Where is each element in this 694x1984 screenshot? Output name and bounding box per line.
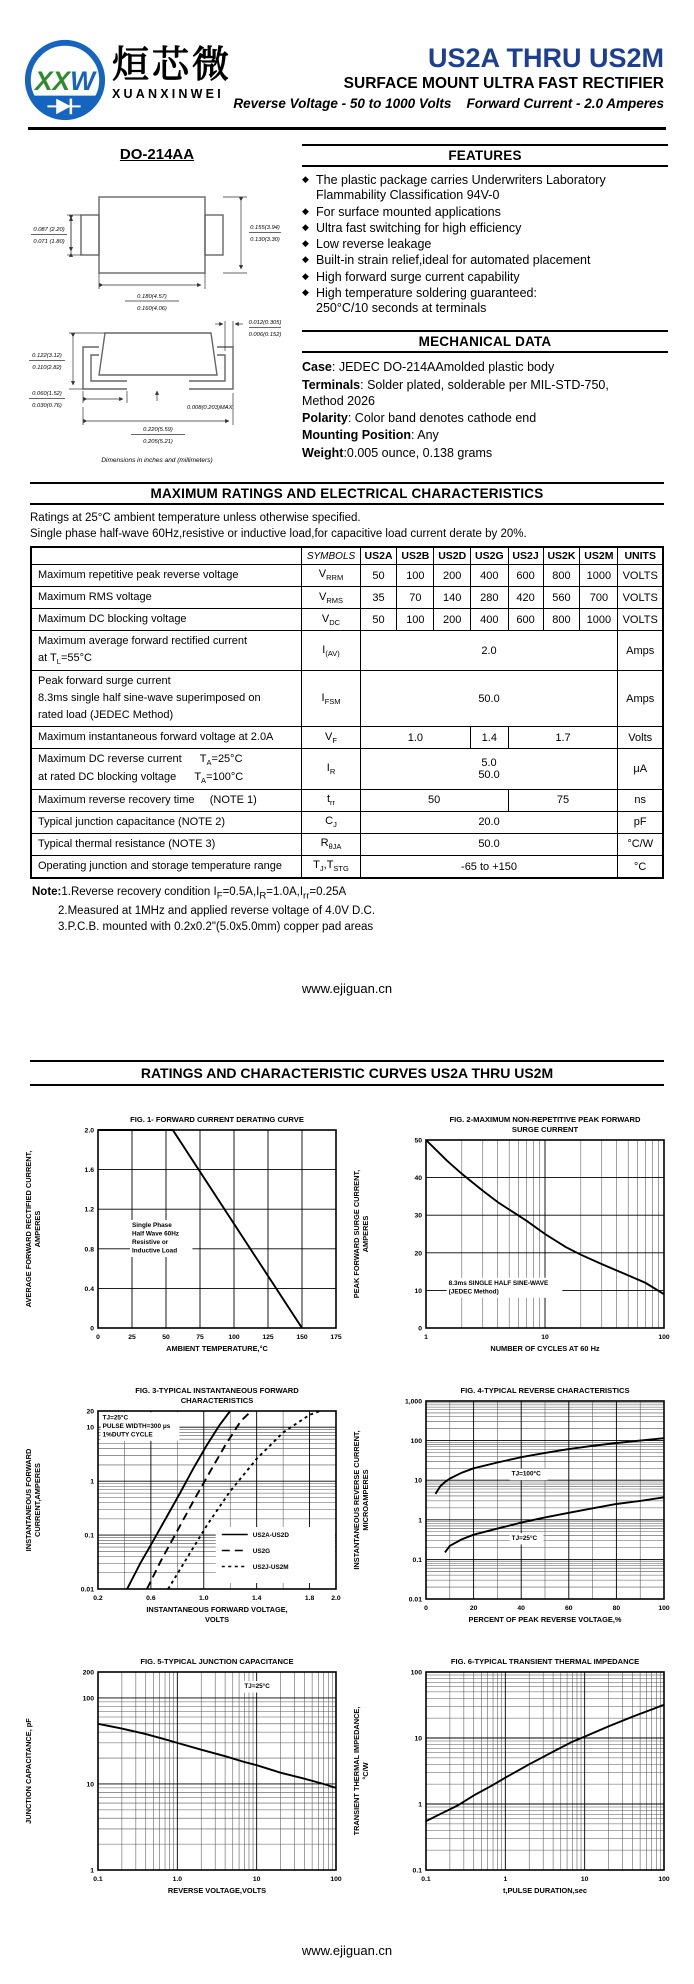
dim-foot-len-bot: 0.030(0.76): [32, 403, 62, 409]
mechanical-row: Mounting Position: Any: [302, 428, 439, 443]
feature-text: The plastic package carries Underwriters Laboratory Flammability Classification 94V-0: [316, 173, 606, 203]
svg-text:US2A-US2D: US2A-US2D: [252, 1531, 289, 1539]
svg-text:100: 100: [658, 1604, 670, 1612]
dim-overall-width-top: 0.220(5.59): [143, 427, 173, 433]
svg-text:25: 25: [128, 1333, 136, 1341]
device-column-header: US2B: [397, 547, 434, 565]
svg-text:TJ=100°C: TJ=100°C: [511, 1470, 541, 1478]
unit-cell: ns: [618, 789, 663, 811]
svg-text:10: 10: [541, 1333, 549, 1341]
svg-text:1: 1: [90, 1478, 94, 1486]
value-cell: 800: [543, 609, 580, 631]
mechanical-data: [302, 359, 668, 461]
ratings-section: [30, 482, 664, 935]
website-mid: [0, 981, 694, 996]
svg-text:0.1: 0.1: [412, 1556, 422, 1564]
svg-text:10: 10: [86, 1781, 94, 1789]
fig3-svg: [22, 1383, 344, 1627]
svg-text:VOLTS: VOLTS: [204, 1614, 230, 1624]
fig2-svg: [350, 1112, 672, 1356]
svg-text:1.6: 1.6: [84, 1167, 94, 1175]
dim-body-width-top: 0.180(4.57): [137, 294, 167, 300]
diamond-bullet-icon: ◆: [302, 205, 309, 216]
mechanical-row: Weight:0.005 ounce, 0.138 grams: [302, 445, 493, 460]
svg-text:FIG. 1- FORWARD CURRENT DERATI: FIG. 1- FORWARD CURRENT DERATING CURVE: [130, 1114, 304, 1124]
dimensions-caption: Dimensions in inches and (millimeters): [101, 457, 213, 464]
mechanical-row: Terminals: Solder plated, solderable per MIL-STD-750, Method 2026: [302, 377, 609, 408]
parameter-cell: Maximum instantaneous forward voltage at 2.0A: [31, 727, 302, 749]
svg-text:(JEDEC Method): (JEDEC Method): [448, 1288, 499, 1296]
dim-overall-width-bot: 0.205(5.21): [143, 439, 173, 445]
feature-item: [302, 205, 668, 220]
company-name-latin: XUANXINWEI: [112, 86, 224, 101]
svg-text:US2G: US2G: [252, 1547, 271, 1555]
svg-text:FIG. 6-TYPICAL TRANSIENT THERM: FIG. 6-TYPICAL TRANSIENT THERMAL IMPEDANCE: [450, 1656, 640, 1666]
diamond-bullet-icon: ◆: [302, 286, 309, 297]
value-cell: 1000: [580, 565, 618, 587]
value-cell: 1.0: [360, 727, 470, 749]
mechanical-row: Polarity: Color band denotes cathode end: [302, 411, 537, 425]
feature-item: [302, 253, 668, 268]
symbol-cell: $V_{RRM}$: [302, 565, 360, 587]
table-corner-cell: [31, 547, 302, 565]
value-cell: 600: [508, 609, 543, 631]
unit-cell: VOLTS: [618, 609, 663, 631]
svg-text:30: 30: [414, 1212, 422, 1220]
value-cell: 100: [397, 565, 434, 587]
unit-cell: Volts: [618, 727, 663, 749]
svg-text:100: 100: [658, 1875, 670, 1883]
svg-text:10: 10: [414, 1477, 422, 1485]
page-subtitle: SURFACE MOUNT ULTRA FAST RECTIFIER: [343, 75, 664, 93]
table-row: [31, 587, 663, 609]
unit-cell: °C/W: [618, 833, 663, 855]
svg-text:AVERAGE FORWARD RECTIFIED CURR: AVERAGE FORWARD RECTIFIED CURRENT,: [24, 1150, 33, 1308]
header: [0, 30, 694, 124]
svg-text:100: 100: [410, 1438, 422, 1446]
features-heading: FEATURES: [302, 144, 668, 167]
dim-side-height-bot: 0.110(2.82): [32, 365, 62, 371]
svg-text:75: 75: [196, 1333, 204, 1341]
ratings-conditions: [30, 511, 664, 542]
dim-lead-thick-top: 0.012(0.305): [248, 320, 282, 326]
svg-text:10: 10: [414, 1287, 422, 1295]
table-row: [31, 631, 663, 671]
svg-text:2.0: 2.0: [84, 1127, 94, 1135]
value-cell: 1.4: [471, 727, 508, 749]
svg-text:Half Wave 60Hz: Half Wave 60Hz: [132, 1230, 179, 1238]
value-cell: 600: [508, 565, 543, 587]
figure-4-chart: [350, 1383, 672, 1632]
parameter-cell: Maximum average forward rectified current at $T_L=55^\circ C$: [31, 631, 302, 671]
logo-letters: XXW: [34, 65, 96, 96]
website-footer: [0, 1943, 694, 1958]
svg-text:INSTANTANEOUS FORWARD: INSTANTANEOUS FORWARD: [24, 1448, 33, 1552]
table-row: [31, 833, 663, 855]
diamond-bullet-icon: ◆: [302, 254, 309, 265]
svg-text:40: 40: [517, 1604, 525, 1612]
value-cell: 75: [508, 789, 618, 811]
diamond-bullet-icon: ◆: [302, 221, 309, 232]
svg-text:40: 40: [414, 1175, 422, 1183]
value-cell: 20.0: [360, 811, 618, 833]
mechanical-row: Case: JEDEC DO-214AAmolded plastic body: [302, 360, 555, 375]
svg-text:0.6: 0.6: [146, 1594, 156, 1602]
svg-text:PEAK FORWARD SURGE CURRENT,: PEAK FORWARD SURGE CURRENT,: [352, 1169, 361, 1299]
svg-text:1.0: 1.0: [199, 1594, 209, 1602]
feature-item: [302, 286, 668, 317]
dim-body-height-bot: 0.130(3.30): [250, 237, 280, 243]
svg-text:1: 1: [90, 1867, 94, 1875]
symbol-cell: $V_{DC}$: [302, 609, 360, 631]
ratings-table: [30, 546, 664, 879]
device-column-header: US2A: [360, 547, 397, 565]
parameter-cell: Maximum reverse recovery time (NOTE 1): [31, 789, 302, 811]
value-cell: 100: [397, 609, 434, 631]
condition-line-1: Ratings at 25°C ambient temperature unless otherwise specified.: [30, 512, 361, 524]
svg-text:1: 1: [503, 1875, 508, 1883]
symbol-cell: $I_R$: [302, 749, 360, 790]
feature-text: Built-in strain relief,ideal for automated placement: [316, 253, 591, 268]
device-column-header: US2K: [543, 547, 580, 565]
part-range-title: US2A THRU US2M: [427, 43, 664, 73]
value-cell: -65 to +150: [360, 855, 618, 878]
svg-text:TJ=25°C: TJ=25°C: [511, 1534, 538, 1542]
svg-text:NUMBER OF CYCLES AT 60 Hz: NUMBER OF CYCLES AT 60 Hz: [490, 1343, 600, 1353]
figure-1-chart: [22, 1112, 344, 1361]
symbol-cell: $T_J,T_{STG}$: [302, 855, 360, 878]
svg-text:80: 80: [612, 1604, 621, 1612]
svg-text:20: 20: [86, 1408, 94, 1416]
dim-standoff: 0.008(0.203)MAX.: [187, 405, 235, 411]
table-row: [31, 789, 663, 811]
svg-text:2.0: 2.0: [331, 1594, 341, 1602]
feature-item: [302, 237, 668, 252]
dim-body-width-bot: 0.160(4.06): [137, 306, 167, 312]
svg-text:0: 0: [424, 1604, 428, 1612]
svg-text:PERCENT OF PEAK REVERSE VOLTAG: PERCENT OF PEAK REVERSE VOLTAGE,%: [468, 1614, 622, 1624]
svg-text:125: 125: [262, 1333, 274, 1341]
svg-text:10: 10: [414, 1735, 422, 1743]
dim-lead-width-top: 0.087 (2.20): [33, 227, 65, 233]
table-row: [31, 609, 663, 631]
symbols-column-header: SYMBOLS: [302, 547, 360, 565]
value-cell: 50.0: [360, 833, 618, 855]
units-column-header: UNITS: [618, 547, 663, 565]
svg-text:INSTANTANEOUS FORWARD VOLTAGE,: INSTANTANEOUS FORWARD VOLTAGE,: [146, 1604, 288, 1614]
value-cell: 280: [471, 587, 508, 609]
features-list: [302, 173, 668, 316]
table-row: [31, 811, 663, 833]
svg-text:175: 175: [330, 1333, 342, 1341]
svg-text:1.2: 1.2: [84, 1206, 94, 1214]
table-row: [31, 671, 663, 727]
condition-line-2: Single phase half-wave 60Hz,resistive or inductive load,for capacitive load current derate by 20%.: [30, 527, 527, 540]
symbol-cell: $t_{rr}$: [302, 789, 360, 811]
svg-text:1: 1: [418, 1801, 422, 1809]
svg-text:FIG. 5-TYPICAL JUNCTION CAPACI: FIG. 5-TYPICAL JUNCTION CAPACITANCE: [140, 1656, 294, 1666]
svg-text:1.4: 1.4: [251, 1594, 262, 1602]
ratings-heading: MAXIMUM RATINGS AND ELECTRICAL CHARACTERISTICS: [30, 482, 664, 505]
diamond-bullet-icon: ◆: [302, 174, 309, 184]
parameter-cell: Maximum DC reverse current $T_A=25^\circ C$ at rated DC blocking voltage $T_A=100^\circ C$: [31, 749, 302, 790]
svg-text:100: 100: [228, 1333, 240, 1341]
svg-text:°C/W: °C/W: [361, 1762, 370, 1780]
value-cell: 5.0 50.0: [360, 749, 618, 790]
fig5-svg: [22, 1654, 344, 1898]
note-line: 2.Measured at 1MHz and applied reverse voltage of 4.0V D.C.: [58, 904, 376, 917]
svg-text:100: 100: [330, 1875, 342, 1883]
svg-text:0.1: 0.1: [84, 1532, 94, 1540]
svg-text:10: 10: [252, 1875, 261, 1883]
device-column-header: US2G: [471, 547, 508, 565]
svg-text:100: 100: [410, 1669, 422, 1677]
feature-text: High temperature soldering guaranteed: 250°C/10 seconds at terminals: [316, 285, 537, 315]
brand: [22, 36, 232, 124]
value-cell: 50: [360, 789, 508, 811]
svg-text:1%DUTY CYCLE: 1%DUTY CYCLE: [102, 1431, 153, 1439]
svg-text:FIG. 4-TYPICAL REVERSE CHARACT: FIG. 4-TYPICAL REVERSE CHARACTERISTICS: [460, 1385, 630, 1395]
svg-text:0: 0: [418, 1325, 422, 1333]
package-column: [26, 136, 288, 472]
value-cell: 50: [360, 565, 397, 587]
unit-cell: pF: [618, 811, 663, 833]
dim-side-height-top: 0.122(3.12): [32, 353, 62, 359]
svg-text:FIG. 2-MAXIMUM NON-REPETITIVE: FIG. 2-MAXIMUM NON-REPETITIVE PEAK FORWARD: [449, 1114, 641, 1124]
value-cell: 1000: [580, 609, 618, 631]
unit-cell: Amps: [618, 631, 663, 671]
figure-3-chart: [22, 1383, 344, 1632]
device-column-header: US2J: [508, 547, 543, 565]
feature-text: High forward surge current capability: [316, 269, 520, 284]
parameter-cell: Maximum repetitive peak reverse voltage: [31, 565, 302, 587]
value-cell: 35: [360, 587, 397, 609]
svg-text:100: 100: [658, 1333, 670, 1341]
value-cell: 400: [471, 609, 508, 631]
company-logo-icon: [22, 36, 108, 124]
diamond-bullet-icon: ◆: [302, 238, 309, 248]
ratings-notes: [32, 884, 664, 935]
svg-text:AMPERES: AMPERES: [361, 1215, 370, 1253]
parameter-cell: Maximum RMS voltage: [31, 587, 302, 609]
svg-text:0.2: 0.2: [93, 1594, 103, 1602]
unit-cell: VOLTS: [618, 587, 663, 609]
svg-text:MICROAMPERES: MICROAMPERES: [361, 1469, 370, 1531]
dim-body-height-top: 0.155(3.94): [250, 225, 280, 231]
svg-text:JUNCTION CAPACITANCE, pF: JUNCTION CAPACITANCE, pF: [24, 1718, 33, 1824]
unit-cell: Amps: [618, 671, 663, 727]
value-cell: 800: [543, 565, 580, 587]
svg-text:0: 0: [96, 1333, 100, 1341]
note-line: 3.P.C.B. mounted with 0.2x0.2"(5.0x5.0mm) copper pad areas: [58, 920, 374, 933]
table-row: [31, 749, 663, 790]
unit-cell: °C: [618, 855, 663, 878]
parameter-cell: Maximum DC blocking voltage: [31, 609, 302, 631]
dim-foot-len-top: 0.060(1.52): [32, 391, 62, 397]
symbol-cell: $V_F$: [302, 727, 360, 749]
value-cell: 2.0: [360, 631, 618, 671]
table-row: [31, 565, 663, 587]
value-cell: 140: [434, 587, 471, 609]
table-row: [31, 727, 663, 749]
svg-text:1.0: 1.0: [172, 1875, 183, 1883]
feature-text: For surface mounted applications: [316, 204, 501, 219]
svg-text:PULSE WIDTH=300 μs: PULSE WIDTH=300 μs: [102, 1422, 171, 1430]
svg-text:0.1: 0.1: [93, 1875, 103, 1883]
note-line: Note:1.Reverse recovery condition $I_F=0.5A,I_R=1.0A,I_{rr}=0.25A$: [32, 886, 347, 902]
value-cell: 200: [434, 565, 471, 587]
svg-text:200: 200: [82, 1669, 94, 1677]
mechanical-heading: MECHANICAL DATA: [302, 330, 668, 353]
svg-text:INSTANTANEOUS REVERSE CURRENT,: INSTANTANEOUS REVERSE CURRENT,: [352, 1430, 361, 1570]
svg-text:1: 1: [424, 1333, 428, 1341]
unit-cell: VOLTS: [618, 565, 663, 587]
device-column-header: US2M: [580, 547, 618, 565]
value-cell: 400: [471, 565, 508, 587]
svg-text:TJ=25°C: TJ=25°C: [244, 1683, 270, 1691]
value-cell: 1.7: [508, 727, 618, 749]
device-column-header: US2D: [434, 547, 471, 565]
svg-text:TJ=25°C: TJ=25°C: [102, 1414, 129, 1422]
parameter-cell: Operating junction and storage temperature range: [31, 855, 302, 878]
feature-item: [302, 270, 668, 285]
svg-text:0.8: 0.8: [84, 1246, 94, 1254]
unit-cell: μA: [618, 749, 663, 790]
svg-text:0.01: 0.01: [408, 1596, 422, 1604]
svg-text:CHARACTERISTICS: CHARACTERISTICS: [180, 1395, 254, 1405]
svg-text:1.8: 1.8: [304, 1594, 315, 1602]
symbol-cell: $C_J$: [302, 811, 360, 833]
feature-text: Ultra fast switching for high efficiency: [316, 220, 522, 235]
title-block: [233, 36, 664, 111]
value-cell: 560: [543, 587, 580, 609]
dim-lead-width-bot: 0.071 (1.80): [33, 239, 65, 245]
svg-text:Inductive Load: Inductive Load: [132, 1247, 178, 1255]
svg-text:0.1: 0.1: [421, 1875, 431, 1883]
company-name-chinese: 烜芯微: [112, 44, 232, 85]
website-link[interactable]: www.ejiguan.cn: [301, 1942, 393, 1958]
svg-text:60: 60: [565, 1604, 573, 1612]
svg-text:150: 150: [296, 1333, 308, 1341]
figure-5-chart: [22, 1654, 344, 1903]
figure-6-chart: [350, 1654, 672, 1903]
svg-text:20: 20: [469, 1604, 478, 1612]
svg-text:50: 50: [162, 1333, 170, 1341]
value-cell: 200: [434, 609, 471, 631]
svg-text:AMBIENT TEMPERATURE,°C: AMBIENT TEMPERATURE,°C: [166, 1343, 268, 1353]
package-name: DO-214AA: [119, 146, 195, 163]
svg-text:Resistive or: Resistive or: [132, 1238, 169, 1246]
feature-item: [302, 173, 668, 204]
svg-text:1,000: 1,000: [404, 1398, 422, 1406]
value-cell: 420: [508, 587, 543, 609]
svg-text:0.1: 0.1: [412, 1867, 422, 1875]
symbol-cell: $R_{\theta JA}$: [302, 833, 360, 855]
fig1-svg: [22, 1112, 344, 1356]
package-outline-drawing: [27, 163, 287, 467]
dim-lead-thick-bot: 0.006(0.152): [248, 332, 282, 338]
svg-text:50: 50: [414, 1137, 422, 1145]
svg-text:100: 100: [82, 1695, 94, 1703]
svg-text:US2J-US2M: US2J-US2M: [252, 1563, 289, 1571]
fig6-svg: [350, 1654, 672, 1898]
charts-grid: [22, 1112, 672, 1903]
svg-text:FIG. 3-TYPICAL INSTANTANEOUS F: FIG. 3-TYPICAL INSTANTANEOUS FORWARD: [135, 1385, 299, 1395]
svg-text:10: 10: [86, 1424, 94, 1432]
svg-text:REVERSE VOLTAGE,VOLTS: REVERSE VOLTAGE,VOLTS: [167, 1885, 267, 1895]
svg-text:AMPERES: AMPERES: [33, 1210, 42, 1248]
svg-text:t,PULSE DURATION,sec: t,PULSE DURATION,sec: [502, 1885, 588, 1895]
symbol-cell: $I_{(AV)}$: [302, 631, 360, 671]
value-cell: 50.0: [360, 671, 618, 727]
svg-text:0.01: 0.01: [80, 1586, 94, 1594]
symbol-cell: $I_{FSM}$: [302, 671, 360, 727]
tagline: Reverse Voltage - 50 to 1000 Volts Forward Current - 2.0 Amperes: [233, 96, 664, 112]
svg-text:TRANSIENT THERMAL IMPEDANCE,: TRANSIENT THERMAL IMPEDANCE,: [352, 1706, 361, 1836]
diamond-bullet-icon: ◆: [302, 270, 309, 281]
parameter-cell: Typical thermal resistance (NOTE 3): [31, 833, 302, 855]
fig4-svg: [350, 1383, 672, 1627]
table-row: [31, 855, 663, 878]
figure-2-chart: [350, 1112, 672, 1361]
svg-text:CURRENT,AMPERES: CURRENT,AMPERES: [33, 1462, 42, 1537]
value-cell: 700: [580, 587, 618, 609]
website-link[interactable]: www.ejiguan.cn: [301, 980, 393, 996]
svg-text:20: 20: [414, 1250, 422, 1258]
curves-heading: RATINGS AND CHARACTERISTIC CURVES US2A THRU US2M: [30, 1060, 664, 1086]
parameter-cell: Typical junction capacitance (NOTE 2): [31, 811, 302, 833]
svg-text:0: 0: [90, 1325, 94, 1333]
value-cell: 70: [397, 587, 434, 609]
parameter-cell: Peak forward surge current 8.3ms single half sine-wave superimposed on rated load (JEDEC Method): [31, 671, 302, 727]
feature-text: Low reverse leakage: [316, 237, 432, 251]
value-cell: 50: [360, 609, 397, 631]
symbol-cell: $V_{RMS}$: [302, 587, 360, 609]
svg-text:1: 1: [418, 1517, 422, 1525]
svg-text:8.3ms SINGLE HALF SINE-WAVE: 8.3ms SINGLE HALF SINE-WAVE: [448, 1279, 549, 1287]
svg-text:10: 10: [580, 1875, 589, 1883]
feature-item: [302, 221, 668, 236]
svg-text:Single Phase: Single Phase: [132, 1221, 172, 1229]
svg-text:SURGE CURRENT: SURGE CURRENT: [511, 1124, 579, 1134]
svg-text:0.4: 0.4: [84, 1285, 94, 1293]
